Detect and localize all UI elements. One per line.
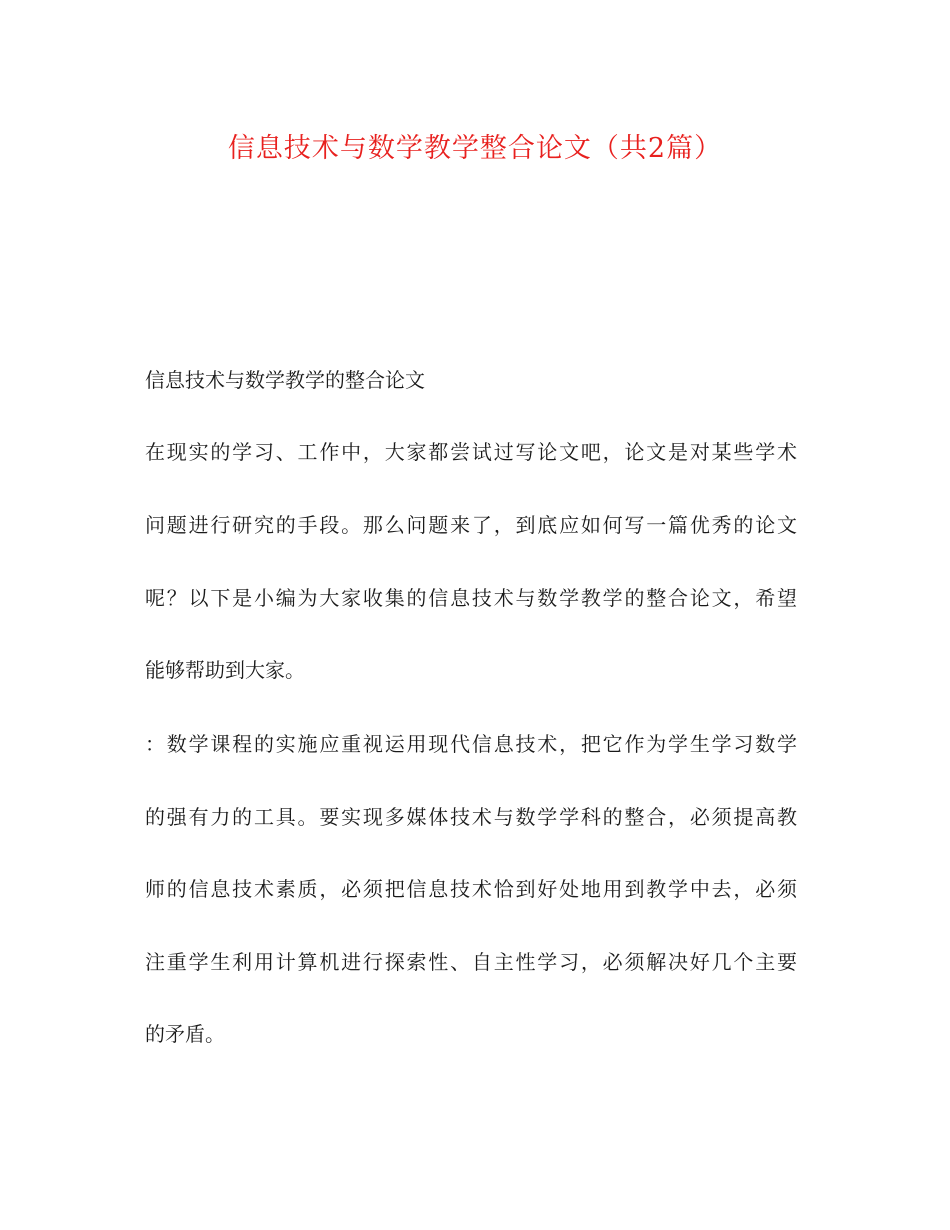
paragraph-line: 注重学生利用计算机进行探索性、自主性学习，必须解决好几个主要 <box>145 950 797 974</box>
paragraph-line: 问题进行研究的手段。那么问题来了，到底应如何写一篇优秀的论文 <box>145 513 797 537</box>
paragraph-line: 能够帮助到大家。 <box>145 658 305 682</box>
paragraph-line: 呢？以下是小编为大家收集的信息技术与数学教学的整合论文，希望 <box>145 586 797 610</box>
document-title: 信息技术与数学教学整合论文（共2篇） <box>227 133 723 164</box>
paragraph-line: 在现实的学习、工作中，大家都尝试过写论文吧，论文是对某些学术 <box>145 440 797 464</box>
paragraph-line: ：数学课程的实施应重视运用现代信息技术，把它作为学生学习数学 <box>145 732 797 756</box>
section-subtitle: 信息技术与数学教学的整合论文 <box>145 368 425 392</box>
paragraph-line: 师的信息技术素质，必须把信息技术恰到好处地用到教学中去，必须 <box>145 877 797 901</box>
paragraph-line: 的强有力的工具。要实现多媒体技术与数学学科的整合，必须提高教 <box>145 805 797 829</box>
paragraph-line: 的矛盾。 <box>145 1022 225 1046</box>
